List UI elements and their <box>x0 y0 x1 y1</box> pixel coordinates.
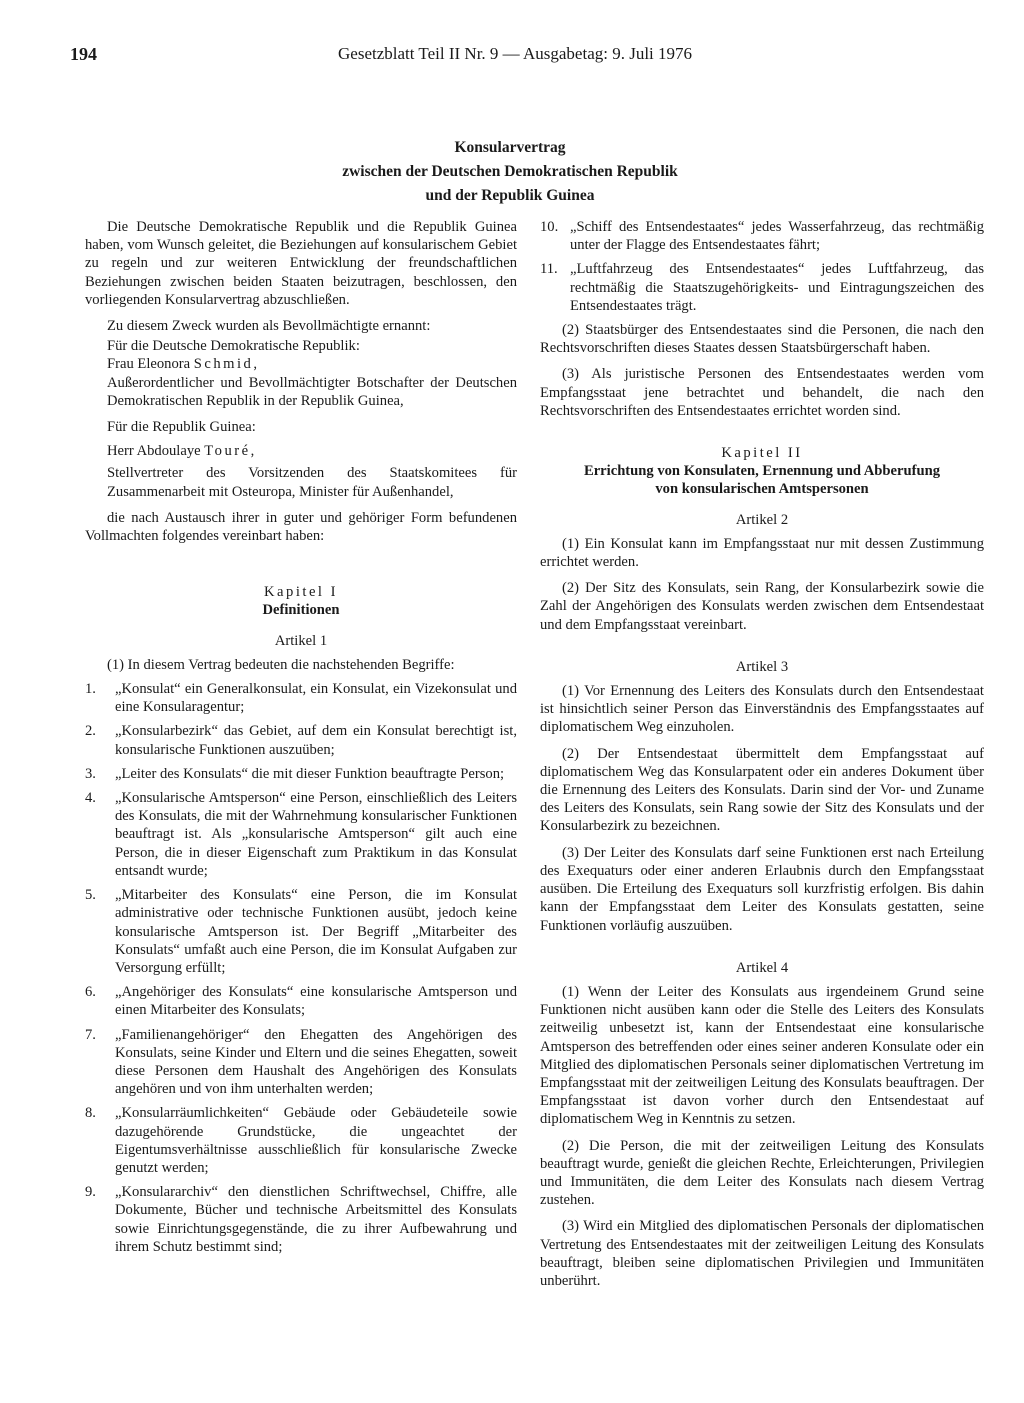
title-line-2: zwischen der Deutschen Demokratischen Republik <box>342 163 678 180</box>
article-4-para-1: (1) Wenn der Leiter des Konsulats aus irgendeinem Grund seine Funktionen nicht ausüben kann oder die Stelle des Leiters des Konsulats zeitweilig unbesetzt ist, kann der Entsendestaat eine konsularische Amtsperson des betreffenden oder eines seiner anderen Konsulate oder ein Mitglied des diplomatischen Personals seiner diplomatischen Vertretung im Empfangsstaat mit der zeitweiligen Leitung des Konsulats beauftragen. Der Empfangsstaat ist davon vorher durch den Entsendestaat auf diplomatischem Weg in Kenntnis zu setzen. <box>540 983 984 1128</box>
definition-item <box>85 886 517 977</box>
definition-item <box>85 1183 517 1256</box>
item-number: 9. <box>85 1184 96 1201</box>
article-2-para-2: (2) Der Sitz des Konsulats, sein Rang, der Konsularbezirk sowie die Zahl der Angehörigen des Konsulats werden zwischen dem Entsendestaat und dem Empfangsstaat vereinbart. <box>540 580 984 633</box>
article-1-intro: (1) In diesem Vertrag bedeuten die nachstehenden Begriffe: <box>107 656 455 673</box>
title-line-3: und der Republik Guinea <box>425 187 595 204</box>
article-3-para-1: (1) Vor Ernennung des Leiters des Konsulats durch den Entsendestaat ist hinsichtlich seiner Person das Einverständnis des Empfangsstaates auf diplomatischem Weg einzuholen. <box>540 683 984 736</box>
item-number: 11. <box>540 261 558 278</box>
guinea-name-surname: Touré <box>204 443 251 460</box>
article-1-title: Artikel 1 <box>274 632 328 649</box>
ddr-role: Außerordentlicher und Bevollmächtigter Botschafter der Deutschen Demokratischen Republik in der Republik Guinea, <box>107 374 517 409</box>
spacer <box>85 553 517 583</box>
article-2-title: Artikel 2 <box>735 511 789 528</box>
ddr-plenipotentiary <box>85 355 517 373</box>
item-text: „Konsulararchiv“ den dienstlichen Schriftwechsel, Chiffre, alle Dokumente, Bücher und technische Arbeitsmittel des Konsulats sowie Einrichtungsgegenstände, die zu ihrer Aufbewahrung und ihrem Schutz bestimmt sind; <box>115 1184 517 1255</box>
article-4-para-3: (3) Wird ein Mitglied des diplomatischen Personals der diplomatischen Vertretung des Entsendestaates mit der zeitweiligen Leitung des Konsulats beauftragt, bleiben seine diplomatischen Privilegien und Immunitäten unberührt. <box>540 1218 984 1289</box>
definition-item <box>85 722 517 758</box>
preamble-intro: Die Deutsche Demokratische Republik und die Republik Guinea haben, vom Wunsch geleitet, die Beziehungen auf konsularischem Gebiet zu regeln und zur weiteren Entwicklung der freundschaftlichen Beziehungen zwischen beiden Staaten beizutragen, beschlossen, den vorliegenden Konsularvertrag abzuschließen. <box>85 219 517 308</box>
definition-item <box>540 260 984 315</box>
ddr-name-surname: Schmid <box>193 356 254 373</box>
item-text: „Schiff des Entsendestaates“ jedes Wasserfahrzeug, das rechtmäßig unter der Flagge des Entsendestaates fährt; <box>570 219 984 254</box>
item-number: 3. <box>85 765 96 782</box>
chapter-2-title-line-1: Errichtung von Konsulaten, Ernennung und Abberufung <box>583 463 941 480</box>
preamble-purpose: Zu diesem Zweck wurden als Bevollmächtigte ernannt: <box>107 318 431 335</box>
title-line-1: Konsularvertrag <box>454 139 566 156</box>
item-text: „Konsularräumlichkeiten“ Gebäude oder Gebäudeteile sowie dazugehörende Grundstücke, die ungeachtet der Eigentumsverhältnisse ausschließlich für konsularische Zwecke genutzt werden; <box>115 1105 517 1176</box>
definition-item <box>85 680 517 716</box>
ddr-name-suffix: , <box>253 356 257 373</box>
item-number: 6. <box>85 984 96 1001</box>
chapter-2-label: Kapitel II <box>721 445 803 462</box>
ddr-name-prefix: Frau Eleonora <box>107 356 194 373</box>
page-header <box>70 44 950 72</box>
running-title: Gesetzblatt Teil II Nr. 9 — Ausgabetag: 9. Juli 1976 <box>338 44 693 63</box>
article-4-title: Artikel 4 <box>735 959 789 976</box>
item-text: „Konsularische Amtsperson“ eine Person, einschließlich des Leiters des Konsulats, die mit der Wahrnehmung konsularischer Funktionen beauftragt ist. Als „konsularische Amtsperson“ gilt auch eine Person, die in dieser Eigenschaft zum Praktikum in das Konsulat entsandt wurde; <box>115 790 517 879</box>
preamble-closing: die nach Austausch ihrer in guter und gehöriger Form befundenen Vollmachten folgendes vereinbart haben: <box>85 509 517 545</box>
definition-item <box>85 1104 517 1177</box>
item-number: 10. <box>540 219 559 235</box>
item-text: „Konsularbezirk“ das Gebiet, auf dem ein Konsulat berechtigt ist, konsularische Funktionen auszuüben; <box>115 723 517 758</box>
chapter-1-label: Kapitel I <box>264 584 338 601</box>
chapter-1-title: Definitionen <box>262 602 340 619</box>
item-number: 5. <box>85 887 96 904</box>
page-number: 194 <box>70 44 97 64</box>
article-4-para-2: (2) Die Person, die mit der zeitweiligen Leitung des Konsulats beauftragt wurde, genießt die gleichen Rechte, Erleichterungen, Privilegien und Immunitäten, die dem Leiter des Konsulats nach diesem Vertrag zustehen. <box>540 1137 984 1209</box>
item-text: „Familienangehöriger“ den Ehegatten des Angehörigen des Konsulats, seine Kinder und Eltern und die seines Ehegatten, soweit diese Personen dem Haushalt des Angehörigen des Konsulats angehören und von ihm unterhalten werden; <box>115 1026 517 1098</box>
item-number: 4. <box>85 790 96 807</box>
article-3-para-2: (2) Der Entsendestaat übermittelt dem Empfangsstaat auf diplomatischem Weg das Konsularpatent oder ein anderes Dokument über die Ernennung des Leiters des Konsulats. Darin sind der Vor- und Zuname des Leiters des Konsulats, sein Rang sowie der Sitz des Konsulats und der Konsularbezirk zu bezeichnen. <box>540 745 984 835</box>
guinea-role: Stellvertreter des Vorsitzenden des Staatskomitees für Zusammenarbeit mit Osteuropa, Minister für Außenhandel, <box>107 465 517 500</box>
chapter-2-title-line-2: von konsularischen Amtspersonen <box>655 481 869 498</box>
item-text: „Mitarbeiter des Konsulats“ eine Person, die im Konsulat administrative oder technische Funktionen ausübt, jedoch keine konsularische Amtsperson ist. Der Begriff „Mitarbeiter des Konsulats“ umfaßt auch eine Person, die im Konsulat Aufgaben zur Versorgung erfüllt; <box>115 887 517 976</box>
guinea-name-suffix: , <box>250 443 255 460</box>
definition-item <box>85 789 517 880</box>
document-title <box>70 136 950 208</box>
spacer <box>540 428 984 444</box>
item-number: 1. <box>85 681 96 698</box>
article-1-para-3: (3) Als juristische Personen des Entsendestaates werden vom Empfangsstaat jene betrachtet und behandelt, die nach den Rechtsvorschriften des Entsendestaates errichtet worden sind. <box>540 366 984 419</box>
article-3-title: Artikel 3 <box>735 658 789 675</box>
item-text: „Konsulat“ ein Generalkonsulat, ein Konsulat, ein Vizekonsulat und eine Konsularagentur; <box>115 681 517 716</box>
article-2-para-1: (1) Ein Konsulat kann im Empfangsstaat nur mit dessen Zustimmung errichtet werden. <box>540 535 984 571</box>
definition-item <box>85 1026 517 1099</box>
guinea-name-prefix: Herr Abdoulaye <box>107 443 205 460</box>
definition-item <box>540 218 984 254</box>
article-1-para-2: (2) Staatsbürger des Entsendestaates sind die Personen, die nach den Rechtsvorschriften dieses Staates dessen Staatsbürgerschaft haben. <box>540 322 984 357</box>
guinea-for: Für die Republik Guinea: <box>107 419 256 436</box>
spacer <box>540 642 984 658</box>
ddr-for: Für die Deutsche Demokratische Republik: <box>107 338 360 355</box>
item-text: „Leiter des Konsulats“ die mit dieser Funktion beauftragte Person; <box>115 765 505 782</box>
article-3-para-3: (3) Der Leiter des Konsulats darf seine Funktionen erst nach Erteilung des Exequaturs oder einer anderen Erlaubnis durch den Empfangsstaat ausüben. Die Erteilung des Exequaturs soll kurzfristig erfolgen. Bis dahin kann der Empfangsstaat dem Leiter des Konsulats gestatten, seine Funktionen vorläufig auszuüben. <box>540 844 984 934</box>
item-text: „Luftfahrzeug des Entsendestaates“ jedes Luftfahrzeug, das rechtmäßig die Staatszugehörigkeits- und Eintragungszeichen des Entsendestaates trägt. <box>570 261 984 314</box>
item-number: 7. <box>85 1026 96 1043</box>
spacer <box>540 943 984 959</box>
left-column <box>85 218 517 1262</box>
definition-item <box>85 983 517 1019</box>
guinea-plenipotentiary <box>85 442 517 460</box>
definition-item <box>85 765 517 783</box>
item-text: „Angehöriger des Konsulats“ eine konsularische Amtsperson und einen Mitarbeiter des Konsulats; <box>115 984 517 1019</box>
right-column <box>540 218 984 1298</box>
item-number: 8. <box>85 1105 96 1122</box>
item-number: 2. <box>85 723 96 740</box>
